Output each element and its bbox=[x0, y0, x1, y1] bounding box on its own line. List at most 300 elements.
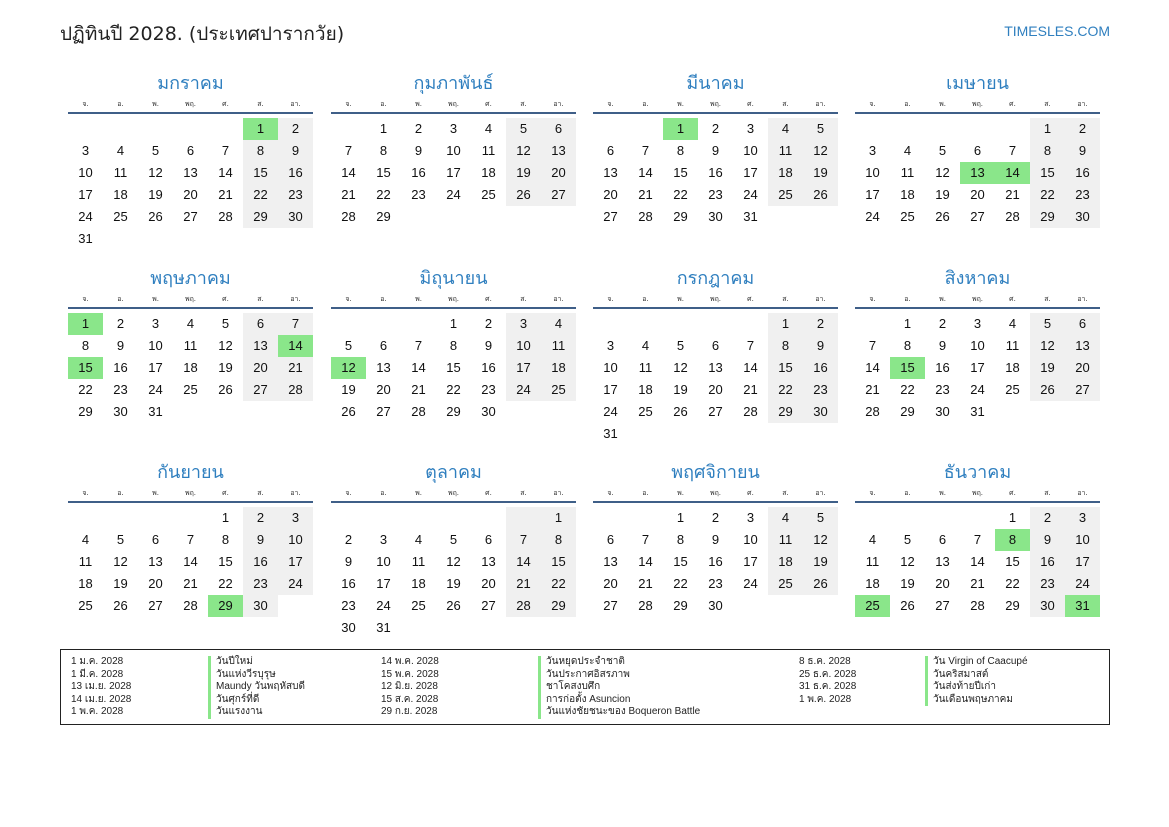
day-cell: 20 bbox=[376, 382, 391, 397]
day-cell: 11 bbox=[113, 165, 128, 180]
day-cell: 21 bbox=[743, 382, 758, 397]
empty-day-cell bbox=[366, 507, 401, 529]
day-cell: 18 bbox=[411, 576, 426, 591]
weekday-label: ศ. bbox=[1009, 295, 1016, 303]
month-name: มีนาคม bbox=[686, 73, 745, 94]
legend-name-column bbox=[208, 656, 305, 719]
day-cell: 22 bbox=[673, 576, 688, 591]
day-cell: 25 bbox=[481, 187, 496, 202]
legend-holiday-name: วันหยุดประจำชาติ bbox=[538, 656, 700, 669]
day-cell: 21 bbox=[341, 187, 356, 202]
day-cell: 27 bbox=[708, 404, 723, 419]
weekday-label: อ. bbox=[380, 100, 387, 108]
day-cell: 13 bbox=[603, 554, 618, 569]
weekday-label: ส. bbox=[782, 295, 789, 303]
day-cell: 13 bbox=[1065, 335, 1100, 357]
day-cell: 10 bbox=[743, 143, 758, 158]
legend-date: 29 ก.ย. 2028 bbox=[381, 706, 438, 717]
day-cell: 5 bbox=[803, 507, 838, 529]
day-cell: 25 bbox=[183, 382, 198, 397]
day-cell: 26 bbox=[803, 573, 838, 595]
day-cell: 29 bbox=[900, 404, 915, 419]
weekday-label: พ. bbox=[939, 489, 946, 497]
weekday-label: พฤ. bbox=[709, 100, 722, 108]
day-cell: 5 bbox=[344, 338, 353, 353]
day-cell: 28 bbox=[341, 209, 356, 224]
weekday-label: จ. bbox=[82, 295, 89, 303]
day-cell: 21 bbox=[278, 357, 313, 379]
day-cell: 14 bbox=[218, 165, 233, 180]
day-cell: 15 bbox=[1030, 162, 1065, 184]
day-cell: 16 bbox=[708, 165, 723, 180]
day-cell: 7 bbox=[506, 529, 541, 551]
month-block bbox=[68, 72, 313, 250]
day-cell: 17 bbox=[743, 165, 758, 180]
day-cell: 27 bbox=[148, 598, 163, 613]
weekday-header bbox=[68, 486, 313, 503]
empty-day-cell bbox=[593, 313, 628, 335]
legend-holiday-name: วันปีใหม่ bbox=[208, 656, 305, 669]
day-cell: 10 bbox=[506, 335, 541, 357]
weekday-label: ศ. bbox=[222, 295, 229, 303]
day-cell: 4 bbox=[903, 143, 912, 158]
day-grid bbox=[855, 313, 1100, 423]
day-cell: 23 bbox=[113, 382, 128, 397]
legend-date: 14 เม.ย. 2028 bbox=[71, 693, 132, 705]
empty-day-cell bbox=[890, 118, 925, 140]
day-cell: 3 bbox=[746, 121, 755, 136]
day-cell: 18 bbox=[865, 576, 880, 591]
day-cell: 7 bbox=[973, 532, 982, 547]
empty-day-cell bbox=[173, 507, 208, 529]
weekday-label: พฤ. bbox=[447, 489, 460, 497]
day-cell: 4 bbox=[1008, 316, 1017, 331]
day-cell: 17 bbox=[506, 357, 541, 379]
day-cell: 20 bbox=[603, 576, 618, 591]
day-cell: 14 bbox=[638, 554, 653, 569]
legend-holiday-name: ชาโคสงบศึก bbox=[538, 681, 700, 694]
legend-name-column bbox=[538, 656, 700, 719]
day-cell: 29 bbox=[1005, 598, 1020, 613]
weekday-label: ส. bbox=[520, 100, 527, 108]
day-cell: 21 bbox=[638, 576, 653, 591]
day-cell: 9 bbox=[484, 338, 493, 353]
weekday-header bbox=[68, 97, 313, 114]
day-grid bbox=[331, 313, 576, 423]
day-grid bbox=[855, 118, 1100, 228]
day-cell: 6 bbox=[151, 532, 160, 547]
weekday-label: อ. bbox=[904, 100, 911, 108]
day-grid bbox=[331, 118, 576, 228]
legend-date: 13 เม.ย. 2028 bbox=[71, 681, 132, 692]
day-cell: 19 bbox=[218, 360, 233, 375]
day-grid bbox=[593, 118, 838, 228]
legend-date-column bbox=[71, 656, 131, 719]
day-grid bbox=[855, 507, 1100, 617]
day-cell: 12 bbox=[113, 554, 128, 569]
day-cell: 22 bbox=[673, 187, 688, 202]
day-cell: 2 bbox=[711, 121, 720, 136]
day-cell: 26 bbox=[113, 598, 128, 613]
legend-date: 1 ม.ค. 2028 bbox=[71, 656, 124, 667]
day-cell: 19 bbox=[935, 187, 950, 202]
day-cell: 24 bbox=[743, 576, 758, 591]
day-cell: 31 bbox=[970, 404, 985, 419]
month-name: กันยายน bbox=[157, 462, 224, 483]
month-name: ธันวาคม bbox=[943, 462, 1012, 483]
weekday-header bbox=[331, 292, 576, 309]
day-cell: 6 bbox=[938, 532, 947, 547]
day-cell: 5 bbox=[151, 143, 160, 158]
weekday-label: จ. bbox=[869, 100, 876, 108]
empty-day-cell bbox=[103, 118, 138, 140]
weekday-label: อา. bbox=[815, 100, 826, 108]
empty-day-cell bbox=[103, 507, 138, 529]
day-cell: 29 bbox=[541, 595, 576, 617]
weekday-label: ศ. bbox=[222, 100, 229, 108]
day-cell: 12 bbox=[900, 554, 915, 569]
day-cell: 8 bbox=[379, 143, 388, 158]
day-cell: 11 bbox=[638, 360, 653, 375]
day-cell: 28 bbox=[970, 598, 985, 613]
day-cell: 31 bbox=[603, 426, 618, 441]
day-cell: 9 bbox=[803, 335, 838, 357]
empty-day-cell bbox=[208, 118, 243, 140]
holiday-day-cell: 29 bbox=[208, 595, 243, 617]
weekday-label: พฤ. bbox=[447, 295, 460, 303]
day-cell: 24 bbox=[506, 379, 541, 401]
day-cell: 3 bbox=[1065, 507, 1100, 529]
holiday-day-cell: 14 bbox=[278, 335, 313, 357]
empty-day-cell bbox=[663, 313, 698, 335]
empty-day-cell bbox=[628, 118, 663, 140]
day-cell: 18 bbox=[768, 162, 803, 184]
holiday-day-cell: 25 bbox=[855, 595, 890, 617]
day-cell: 16 bbox=[935, 360, 950, 375]
weekday-label: อา. bbox=[553, 100, 564, 108]
empty-day-cell bbox=[138, 118, 173, 140]
day-grid bbox=[68, 507, 313, 617]
day-grid bbox=[593, 507, 838, 617]
month-block bbox=[855, 72, 1100, 228]
legend-holiday-name: วันแรงงาน bbox=[208, 706, 305, 719]
day-cell: 12 bbox=[148, 165, 163, 180]
day-cell: 10 bbox=[446, 143, 461, 158]
day-cell: 29 bbox=[768, 401, 803, 423]
weekday-header bbox=[855, 486, 1100, 503]
day-cell: 23 bbox=[341, 598, 356, 613]
day-cell: 6 bbox=[973, 143, 982, 158]
weekday-label: อา. bbox=[553, 489, 564, 497]
day-cell: 27 bbox=[183, 209, 198, 224]
day-cell: 2 bbox=[344, 532, 353, 547]
holiday-day-cell: 13 bbox=[960, 162, 995, 184]
day-cell: 10 bbox=[603, 360, 618, 375]
day-cell: 25 bbox=[768, 573, 803, 595]
legend-date: 1 พ.ค. 2028 bbox=[71, 706, 124, 717]
month-block bbox=[593, 267, 838, 445]
day-cell: 26 bbox=[446, 598, 461, 613]
legend-date-column bbox=[799, 656, 856, 706]
day-cell: 2 bbox=[278, 118, 313, 140]
day-cell: 20 bbox=[481, 576, 496, 591]
day-cell: 27 bbox=[935, 598, 950, 613]
day-cell: 15 bbox=[768, 357, 803, 379]
weekday-label: จ. bbox=[607, 295, 614, 303]
day-cell: 10 bbox=[1065, 529, 1100, 551]
legend-holiday-name: วันส่งท้ายปีเก่า bbox=[925, 681, 1028, 694]
day-cell: 17 bbox=[743, 554, 758, 569]
day-cell: 8 bbox=[243, 140, 278, 162]
day-cell: 18 bbox=[1005, 360, 1020, 375]
weekday-label: จ. bbox=[82, 100, 89, 108]
day-cell: 24 bbox=[1065, 573, 1100, 595]
weekday-label: อ. bbox=[380, 489, 387, 497]
day-cell: 20 bbox=[541, 162, 576, 184]
day-cell: 5 bbox=[938, 143, 947, 158]
day-cell: 9 bbox=[344, 554, 353, 569]
day-cell: 2 bbox=[1030, 507, 1065, 529]
weekday-header bbox=[855, 97, 1100, 114]
day-cell: 4 bbox=[186, 316, 195, 331]
weekday-label: พ. bbox=[415, 489, 422, 497]
day-cell: 16 bbox=[1065, 162, 1100, 184]
day-cell: 2 bbox=[938, 316, 947, 331]
weekday-label: พฤ. bbox=[184, 100, 197, 108]
weekday-label: ส. bbox=[782, 489, 789, 497]
legend-holiday-name: วันคริสมาสต์ bbox=[925, 669, 1028, 682]
weekday-header bbox=[331, 486, 576, 503]
day-cell: 4 bbox=[81, 532, 90, 547]
day-cell: 18 bbox=[541, 357, 576, 379]
day-cell: 23 bbox=[481, 382, 496, 397]
day-cell: 17 bbox=[603, 382, 618, 397]
day-cell: 27 bbox=[243, 379, 278, 401]
day-cell: 2 bbox=[116, 316, 125, 331]
day-cell: 3 bbox=[449, 121, 458, 136]
day-cell: 1 bbox=[1008, 510, 1017, 525]
day-cell: 12 bbox=[673, 360, 688, 375]
day-cell: 16 bbox=[243, 551, 278, 573]
page-title: ปฏิทินปี 2028. (ประเทศปารากวัย) bbox=[60, 23, 345, 45]
weekday-label: ส. bbox=[1044, 100, 1051, 108]
empty-day-cell bbox=[401, 507, 436, 529]
legend-date: 25 ธ.ค. 2028 bbox=[799, 668, 857, 680]
day-cell: 30 bbox=[481, 404, 496, 419]
weekday-label: จ. bbox=[345, 489, 352, 497]
day-cell: 15 bbox=[1005, 554, 1020, 569]
empty-day-cell bbox=[628, 507, 663, 529]
day-cell: 17 bbox=[148, 360, 163, 375]
legend-date: 15 พ.ค. 2028 bbox=[381, 668, 439, 680]
empty-day-cell bbox=[436, 507, 471, 529]
day-cell: 28 bbox=[183, 598, 198, 613]
day-cell: 26 bbox=[803, 184, 838, 206]
day-cell: 5 bbox=[903, 532, 912, 547]
day-cell: 14 bbox=[865, 360, 880, 375]
day-cell: 16 bbox=[1030, 551, 1065, 573]
empty-day-cell bbox=[855, 118, 890, 140]
day-cell: 22 bbox=[1030, 184, 1065, 206]
day-cell: 9 bbox=[1065, 140, 1100, 162]
day-cell: 24 bbox=[603, 404, 618, 419]
weekday-label: ศ. bbox=[747, 489, 754, 497]
day-cell: 30 bbox=[113, 404, 128, 419]
weekday-label: อ. bbox=[642, 295, 649, 303]
day-cell: 3 bbox=[973, 316, 982, 331]
day-cell: 14 bbox=[970, 554, 985, 569]
weekday-label: พ. bbox=[939, 295, 946, 303]
day-cell: 12 bbox=[446, 554, 461, 569]
empty-day-cell bbox=[925, 507, 960, 529]
day-cell: 22 bbox=[900, 382, 915, 397]
month-block bbox=[331, 461, 576, 639]
weekday-label: อ. bbox=[642, 489, 649, 497]
month-name: พฤษภาคม bbox=[150, 268, 231, 289]
day-cell: 5 bbox=[506, 118, 541, 140]
empty-day-cell bbox=[628, 313, 663, 335]
day-cell: 4 bbox=[641, 338, 650, 353]
day-cell: 19 bbox=[113, 576, 128, 591]
empty-day-cell bbox=[698, 313, 733, 335]
day-cell: 21 bbox=[970, 576, 985, 591]
day-cell: 30 bbox=[803, 401, 838, 423]
weekday-header bbox=[593, 486, 838, 503]
weekday-header bbox=[68, 292, 313, 309]
weekday-label: จ. bbox=[607, 489, 614, 497]
day-cell: 18 bbox=[78, 576, 93, 591]
month-block bbox=[331, 267, 576, 423]
day-cell: 3 bbox=[379, 532, 388, 547]
day-cell: 3 bbox=[81, 143, 90, 158]
month-name: กุมภาพันธ์ bbox=[413, 73, 494, 94]
day-cell: 11 bbox=[541, 335, 576, 357]
day-cell: 10 bbox=[970, 338, 985, 353]
day-cell: 8 bbox=[221, 532, 230, 547]
day-cell: 11 bbox=[1005, 338, 1020, 353]
day-cell: 9 bbox=[711, 143, 720, 158]
day-cell: 24 bbox=[970, 382, 985, 397]
day-cell: 6 bbox=[711, 338, 720, 353]
day-cell: 24 bbox=[148, 382, 163, 397]
day-cell: 7 bbox=[278, 313, 313, 335]
day-cell: 28 bbox=[218, 209, 233, 224]
weekday-label: พฤ. bbox=[447, 100, 460, 108]
weekday-label: พฤ. bbox=[184, 489, 197, 497]
day-cell: 23 bbox=[803, 379, 838, 401]
day-cell: 9 bbox=[938, 338, 947, 353]
day-cell: 8 bbox=[676, 532, 685, 547]
day-cell: 7 bbox=[344, 143, 353, 158]
day-cell: 28 bbox=[638, 209, 653, 224]
holiday-day-cell: 8 bbox=[995, 529, 1030, 551]
month-name: กรกฎาคม bbox=[676, 268, 755, 289]
day-cell: 23 bbox=[1065, 184, 1100, 206]
day-cell: 19 bbox=[803, 551, 838, 573]
day-cell: 26 bbox=[673, 404, 688, 419]
weekday-label: จ. bbox=[869, 489, 876, 497]
weekday-label: ศ. bbox=[485, 489, 492, 497]
weekday-label: พฤ. bbox=[709, 295, 722, 303]
day-cell: 3 bbox=[278, 507, 313, 529]
day-cell: 27 bbox=[376, 404, 391, 419]
day-cell: 19 bbox=[148, 187, 163, 202]
weekday-label: อา. bbox=[290, 489, 301, 497]
weekday-label: พ. bbox=[939, 100, 946, 108]
day-cell: 2 bbox=[243, 507, 278, 529]
day-cell: 4 bbox=[768, 507, 803, 529]
day-cell: 9 bbox=[711, 532, 720, 547]
day-cell: 24 bbox=[743, 187, 758, 202]
legend-holiday-name: วัน Virgin of Caacupé bbox=[925, 656, 1028, 669]
day-grid bbox=[593, 313, 838, 445]
site-link[interactable]: TIMESLES.COM bbox=[1004, 23, 1110, 39]
day-cell: 23 bbox=[935, 382, 950, 397]
day-cell: 15 bbox=[376, 165, 391, 180]
month-name: ตุลาคม bbox=[425, 462, 482, 483]
empty-day-cell bbox=[138, 507, 173, 529]
day-cell: 14 bbox=[638, 165, 653, 180]
empty-day-cell bbox=[331, 118, 366, 140]
day-cell: 3 bbox=[151, 316, 160, 331]
day-cell: 10 bbox=[743, 532, 758, 547]
day-cell: 30 bbox=[278, 206, 313, 228]
day-cell: 9 bbox=[1030, 529, 1065, 551]
day-cell: 1 bbox=[903, 316, 912, 331]
legend-holiday-name: การก่อตั้ง Asuncion bbox=[538, 694, 700, 707]
legend-date: 1 พ.ค. 2028 bbox=[799, 693, 852, 705]
weekday-label: ศ. bbox=[747, 100, 754, 108]
holiday-day-cell: 12 bbox=[331, 357, 366, 379]
day-cell: 14 bbox=[506, 551, 541, 573]
month-block bbox=[68, 461, 313, 617]
day-cell: 7 bbox=[186, 532, 195, 547]
day-cell: 18 bbox=[113, 187, 128, 202]
day-cell: 30 bbox=[341, 620, 356, 635]
weekday-label: อา. bbox=[815, 295, 826, 303]
holiday-legend bbox=[60, 649, 1110, 725]
empty-day-cell bbox=[995, 118, 1030, 140]
day-grid bbox=[331, 507, 576, 639]
weekday-label: พฤ. bbox=[184, 295, 197, 303]
day-cell: 23 bbox=[278, 184, 313, 206]
day-cell: 31 bbox=[376, 620, 391, 635]
day-cell: 15 bbox=[541, 551, 576, 573]
weekday-label: ส. bbox=[257, 489, 264, 497]
empty-day-cell bbox=[855, 507, 890, 529]
day-cell: 16 bbox=[803, 357, 838, 379]
day-cell: 4 bbox=[541, 313, 576, 335]
day-cell: 11 bbox=[768, 140, 803, 162]
day-cell: 25 bbox=[541, 379, 576, 401]
empty-day-cell bbox=[401, 313, 436, 335]
day-cell: 10 bbox=[865, 165, 880, 180]
day-cell: 25 bbox=[900, 209, 915, 224]
day-cell: 13 bbox=[183, 165, 198, 180]
weekday-label: อ. bbox=[904, 295, 911, 303]
day-cell: 13 bbox=[708, 360, 723, 375]
day-cell: 11 bbox=[183, 338, 198, 353]
empty-day-cell bbox=[925, 118, 960, 140]
day-cell: 24 bbox=[446, 187, 461, 202]
day-cell: 16 bbox=[278, 162, 313, 184]
holiday-day-cell: 15 bbox=[890, 357, 925, 379]
day-cell: 6 bbox=[379, 338, 388, 353]
weekday-label: ศ. bbox=[222, 489, 229, 497]
legend-holiday-name: วันประกาศอิสรภาพ bbox=[538, 669, 700, 682]
day-cell: 7 bbox=[221, 143, 230, 158]
day-cell: 19 bbox=[506, 162, 541, 184]
